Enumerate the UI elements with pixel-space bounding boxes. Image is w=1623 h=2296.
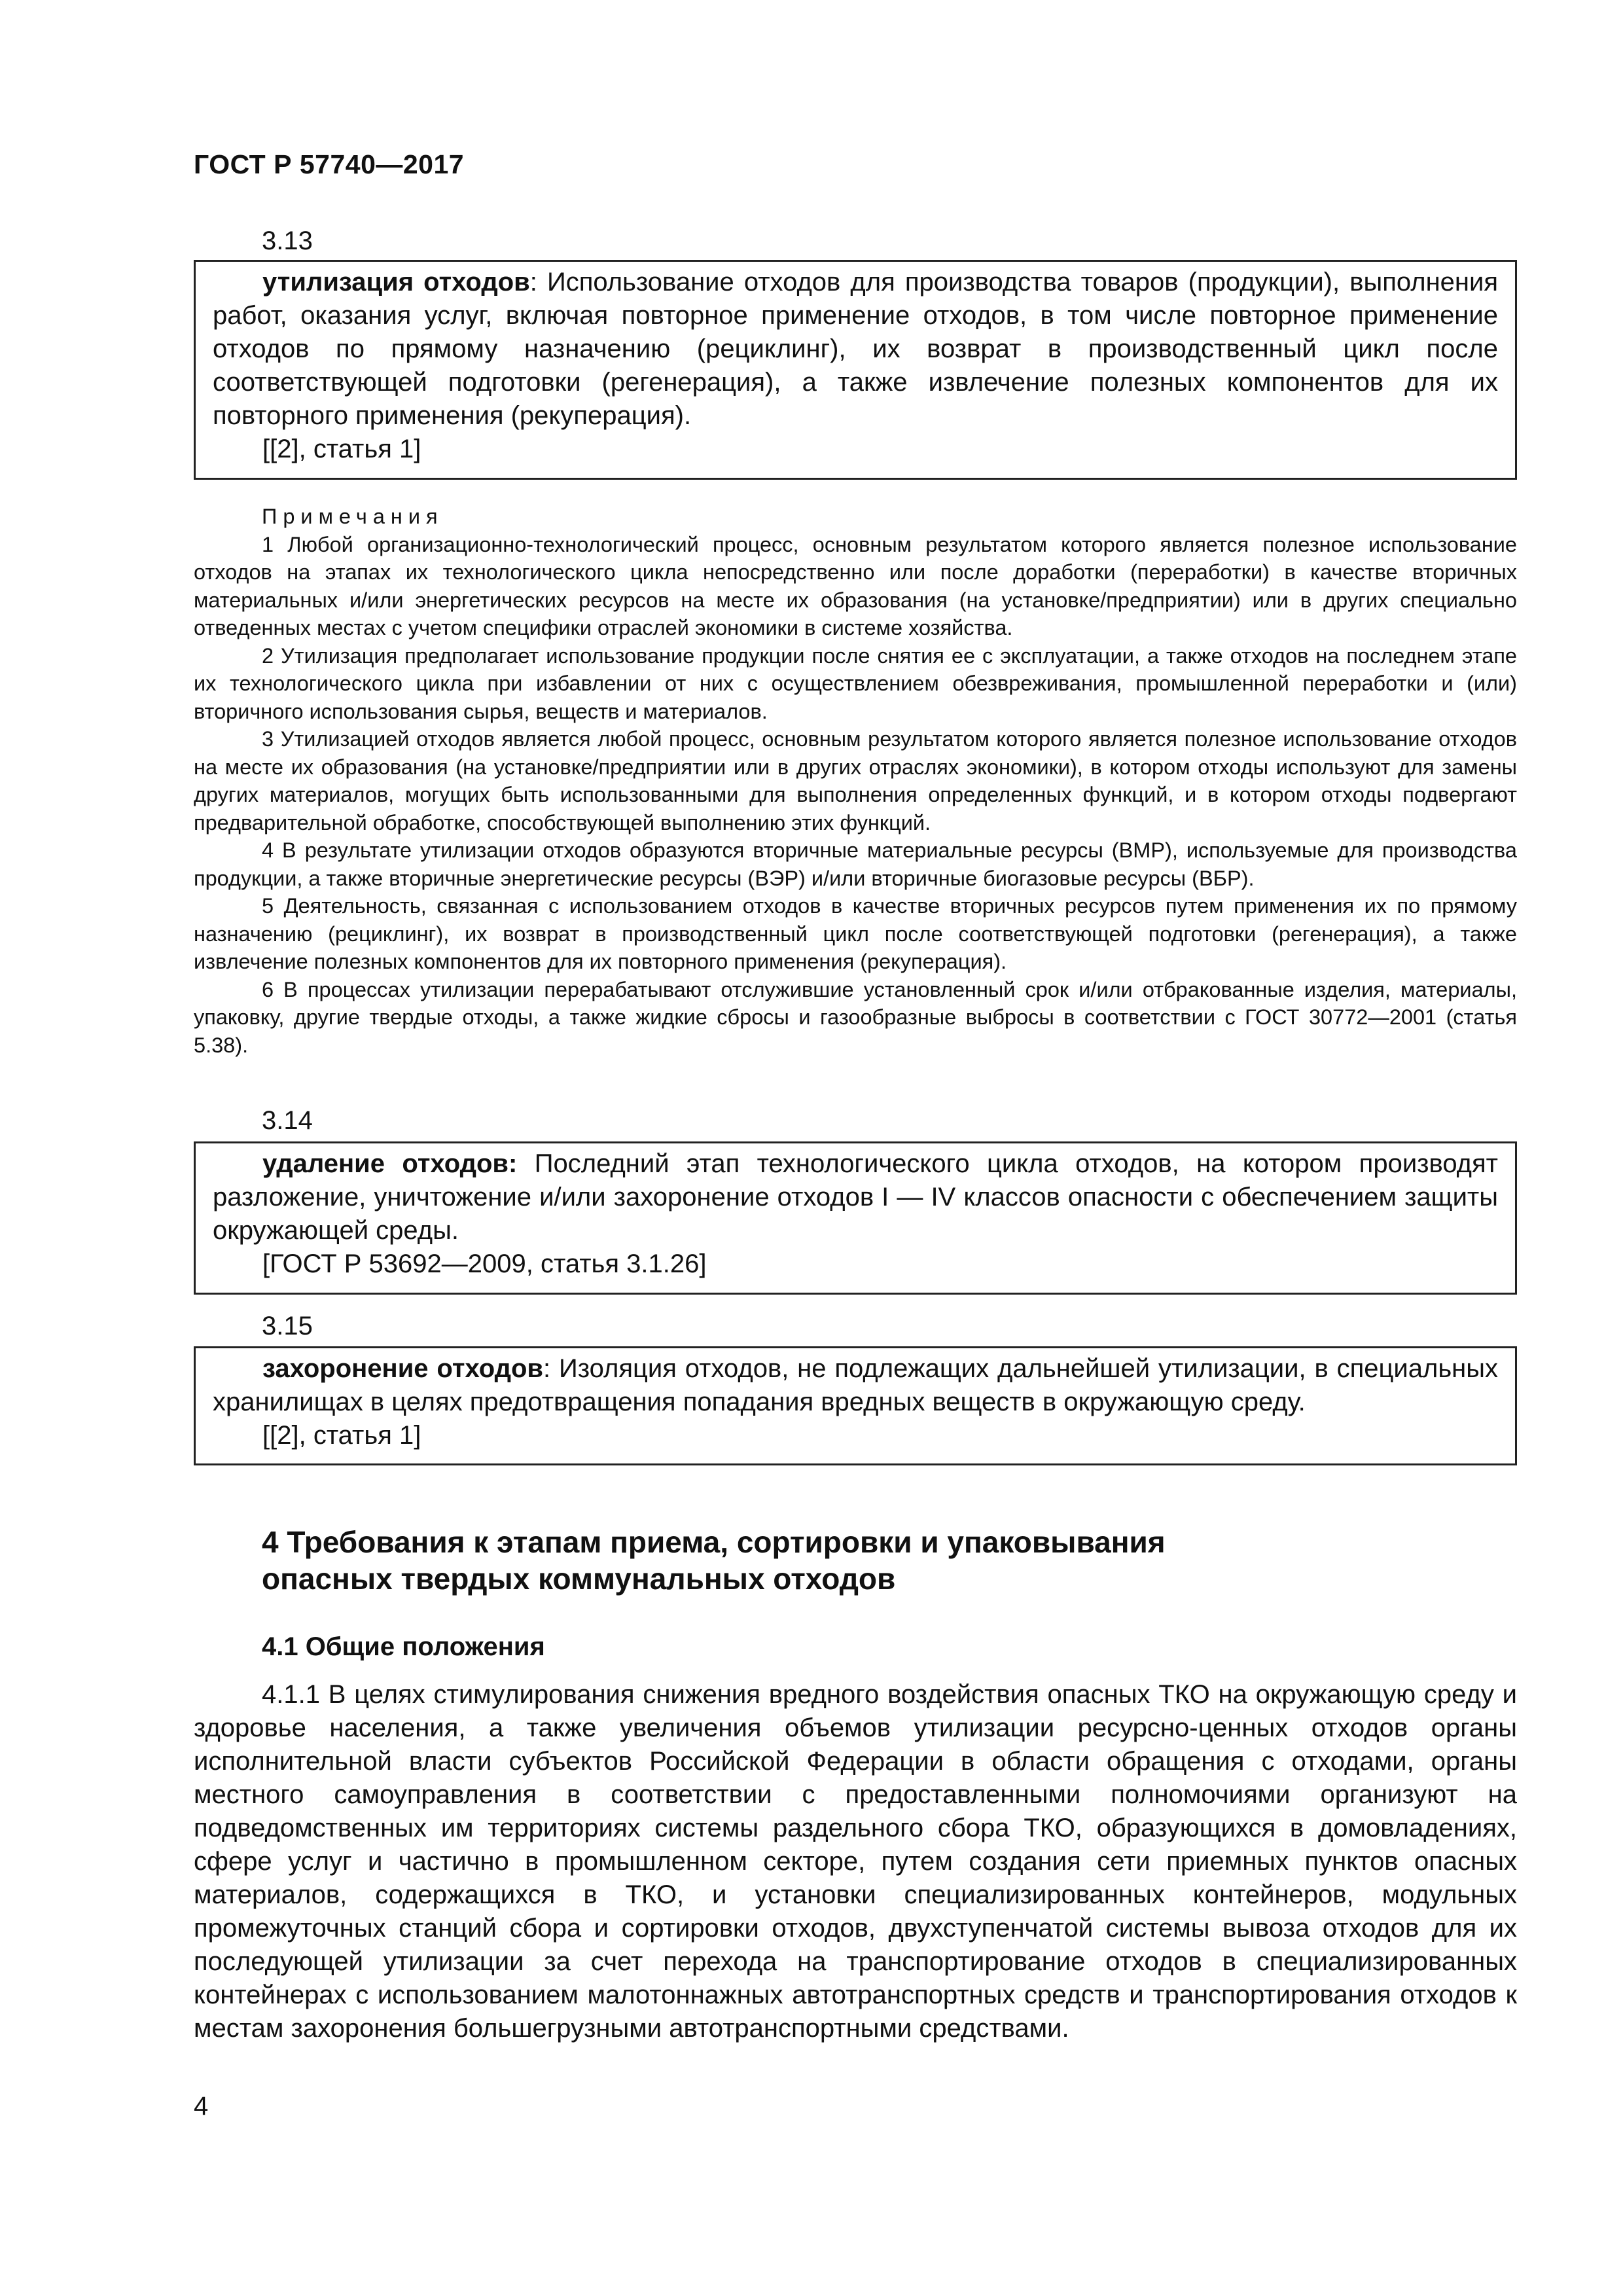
section-heading [262,1524,1505,1597]
term-box-3-15 [194,1346,1517,1465]
term-box-3-14 [194,1141,1517,1295]
subsection-heading: 4.1 Общие положения [262,1632,545,1661]
term-name: утилизация отходов [262,268,530,296]
term-definition-text: : Использование отходов для производства товаров (продукции), выполнения работ, оказания услуг, включая повторное применение отходов, в том числе повторное применение отходов по прямому назначению (рециклинг), их возврат в производственный цикл после соответствующей подготовки (регенерация), а также извлечение полезных компонентов для их повторного применения (рекуперация). [213,268,1498,430]
note-item-2: 2 Утилизация предполагает использование продукции после снятия ее с эксплуатации, а также отходов на последнем этапе их технологического цикла при избавлении от них с осуществлением обезвреживания, промышленной переработки и (или) вторичного использования сырья, веществ и материалов. [194,643,1517,723]
notes-heading: Примечания [262,505,444,528]
section-heading-line-1: 4 Требования к этапам приема, сортировки и упаковывания [262,1525,1166,1559]
term-number-3-15: 3.15 [262,1312,313,1340]
term-name: удаление отходов: [262,1149,518,1178]
term-source: [[2], статья 1] [262,435,421,463]
section-heading-line-2: опасных твердых коммунальных отходов [262,1562,896,1596]
body-paragraph-block [194,1678,1517,2045]
note-item-4: 4 В результате утилизации отходов образуются вторичные материальные ресурсы (ВМР), используемые для производства продукции, а также вторичные энергетические ресурсы (ВЭР) и/или вторичные биогазовые ресурсы (ВБР). [194,838,1517,890]
term-box-3-13 [194,260,1517,480]
notes-block [194,503,1517,1059]
term-name: захоронение отходов [262,1354,544,1383]
term-source: [[2], статья 1] [262,1421,421,1450]
term-definition-text: Последний этап технологического цикла отходов, на котором производят разложение, уничтожение и/или захоронение отходов I — IV классов опасности с обеспечением защиты окружающей среды. [213,1149,1499,1245]
standard-code-header: ГОСТ Р 57740—2017 [194,149,465,179]
term-definition [213,1352,1498,1419]
term-number-3-14: 3.14 [262,1106,313,1135]
note-item-1: 1 Любой организационно-технологический процесс, основным результатом которого является полезное использование отходов на этапах их технологического цикла непосредственно или после доработки (переработки) в качестве вторичных материальных и/или энергетических ресурсов на месте их образования (на установке/предприятии) или в других специально отведенных местах с учетом специфики отраслей экономики в системе хозяйства. [194,532,1517,639]
term-number-3-13: 3.13 [262,226,313,255]
note-item-5: 5 Деятельность, связанная с использованием отходов в качестве вторичных ресурсов путем применения их по прямому назначению (рециклинг), их возврат в производственный цикл после соответствующей подготовки (регенерация), а также извлечение полезных компонентов для их повторного применения (рекуперация). [194,894,1517,973]
page-number: 4 [194,2092,209,2121]
note-item-3: 3 Утилизацией отходов является любой процесс, основным результатом которого является полезное использование отходов на месте их образования (на установке/предприятии или в других отраслях экономики), в котором отходы используют для замены других материалов, могущих быть использованными для выполнения определенных функций, и в котором отходы подвергают предварительной обработке, способствующей выполнению этих функций. [194,727,1517,834]
term-definition-text: : Изоляция отходов, не подлежащих дальнейшей утилизации, в специальных хранилищах в целях предотвращения попадания вредных веществ в окружающую среду. [213,1354,1498,1416]
term-definition [213,266,1498,433]
term-source: [ГОСТ Р 53692—2009, статья 3.1.26] [262,1249,707,1278]
body-paragraph-4-1-1: 4.1.1 В целях стимулирования снижения вредного воздействия опасных ТКО на окружающую среду и здоровье населения, а также увеличения объемов утилизации ресурсно-ценных отходов органы исполнительной власти субъектов Российской Федерации в области обращения с отходами, органы местного самоуправления в соответствии с предоставленными полномочиями организуют на подведомственных им территориях системы раздельного сбора ТКО, образующихся в домовладениях, сфере услуг и частично в промышленном секторе, путем создания сети приемных пунктов опасных материалов, содержащихся в ТКО, и установки специализированных контейнеров, модульных промежуточных станций сбора и сортировки отходов, двухступенчатой системы вывоза отходов для их последующей утилизации за счет перехода на транспортирование отходов в специализированных контейнерах с использованием малотоннажных автотранспортных средств и транспортирования отходов к местам захоронения большегрузными автотранспортными средствами. [194,1680,1517,2043]
term-definition [213,1147,1498,1247]
note-item-6: 6 В процессах утилизации перерабатывают отслужившие установленный срок и/или отбракованные изделия, материалы, упаковку, другие твердые отходы, а также жидкие сбросы и газообразные выбросы в соответствии с ГОСТ 30772—2001 (статья 5.38). [194,977,1517,1057]
